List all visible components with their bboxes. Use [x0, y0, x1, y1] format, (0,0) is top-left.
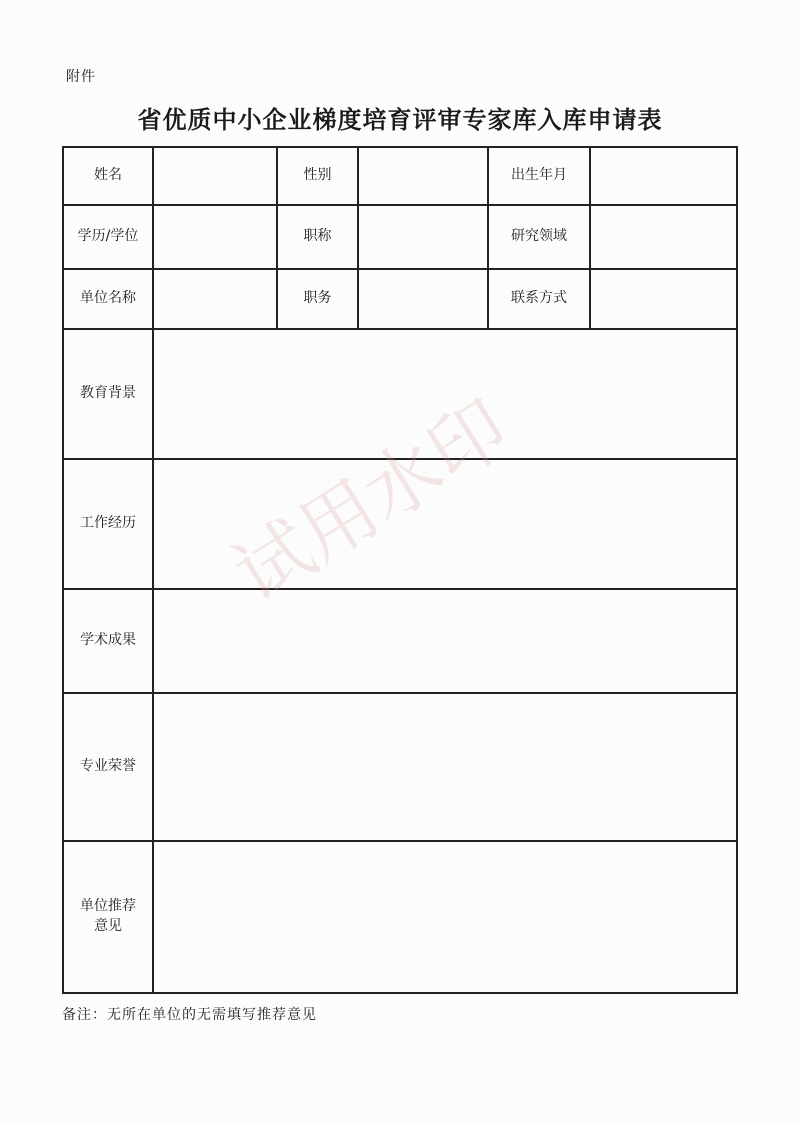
form-row-education-background: [64, 330, 736, 460]
education-background-label: 教育背景: [64, 330, 154, 458]
contact-label: 联系方式: [489, 270, 591, 328]
work-experience-field[interactable]: [154, 460, 736, 588]
education-degree-field[interactable]: [154, 206, 278, 268]
gender-label: 性别: [278, 148, 359, 204]
name-label: 姓名: [64, 148, 154, 204]
form-row-basic-info: [64, 148, 736, 206]
academic-achievements-field[interactable]: [154, 590, 736, 692]
organization-label: 单位名称: [64, 270, 154, 328]
work-experience-label: 工作经历: [64, 460, 154, 588]
academic-achievements-label: 学术成果: [64, 590, 154, 692]
education-background-field[interactable]: [154, 330, 736, 458]
attachment-label: 附件: [66, 69, 96, 85]
form-row-professional-honors: [64, 694, 736, 842]
gender-field[interactable]: [359, 148, 489, 204]
birth-date-field[interactable]: [591, 148, 736, 204]
form-row-recommendation: [64, 842, 736, 992]
professional-honors-label: 专业荣誉: [64, 694, 154, 840]
form-row-work-experience: [64, 460, 736, 590]
form-row-academic-achievements: [64, 590, 736, 694]
application-form-table: [62, 146, 738, 994]
job-title-field[interactable]: [359, 206, 489, 268]
remark-note: 备注：无所在单位的无需填写推荐意见: [62, 1007, 317, 1023]
research-field-label: 研究领域: [489, 206, 591, 268]
trial-watermark: 试用水印: [218, 382, 524, 620]
name-field[interactable]: [154, 148, 278, 204]
education-degree-label: 学历/学位: [64, 206, 154, 268]
position-field[interactable]: [359, 270, 489, 328]
form-row-qualification: [64, 206, 736, 270]
document-title: 省优质中小企业梯度培育评审专家库入库申请表: [137, 105, 663, 134]
research-field-field[interactable]: [591, 206, 736, 268]
professional-honors-field[interactable]: [154, 694, 736, 840]
recommendation-field[interactable]: [154, 842, 736, 992]
birth-date-label: 出生年月: [489, 148, 591, 204]
form-row-organization: [64, 270, 736, 330]
recommendation-label: 单位推荐 意见: [64, 842, 154, 992]
organization-field[interactable]: [154, 270, 278, 328]
position-label: 职务: [278, 270, 359, 328]
contact-field[interactable]: [591, 270, 736, 328]
job-title-label: 职称: [278, 206, 359, 268]
